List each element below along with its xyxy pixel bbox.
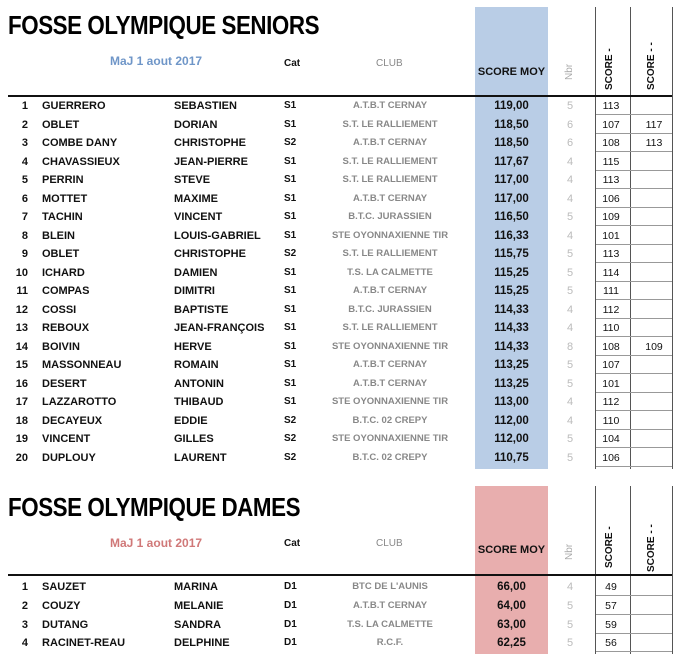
table-row	[0, 578, 680, 596]
cell-s2: 117	[645, 118, 663, 131]
cell-cat: S1	[284, 266, 297, 278]
cell-s1: 113	[602, 248, 620, 260]
cell-last: REBOUX	[42, 322, 90, 334]
cell-last: VINCENT	[42, 433, 91, 445]
cell-score: 114,33	[494, 322, 529, 334]
cell-nbr: 5	[566, 211, 574, 223]
cell-score: 116,50	[494, 211, 529, 223]
cell-rank: 14	[15, 340, 28, 353]
cell-score: 114,33	[494, 340, 529, 353]
cell-score: 66,00	[497, 581, 526, 593]
cell-club: S.T. LE RALLIEMENT	[342, 155, 438, 167]
cell-score: 118,50	[494, 118, 529, 131]
cell-cat: D1	[284, 599, 297, 611]
cell-s1: 110	[602, 322, 620, 334]
seniors-header-score1: SCORE -	[604, 48, 615, 90]
cell-nbr: 5	[566, 618, 574, 631]
cell-nbr: 4	[566, 414, 574, 427]
cell-cat: D1	[284, 581, 297, 592]
cell-nbr: 4	[566, 229, 574, 242]
cell-nbr: 5	[566, 248, 574, 260]
cell-rank: 2	[21, 599, 28, 612]
cell-first: CHRISTOPHE	[174, 248, 246, 260]
cell-rank: 16	[15, 377, 28, 390]
seniors-title: FOSSE OLYMPIQUE SENIORS	[8, 10, 320, 40]
cell-s1: 112	[602, 303, 620, 316]
cell-nbr: 5	[566, 451, 574, 464]
cell-rank: 12	[15, 303, 28, 316]
cell-club: A.T.B.T CERNAY	[352, 100, 428, 111]
cell-nbr: 5	[566, 377, 574, 390]
seniors-update-date: MaJ 1 aout 2017	[110, 54, 203, 68]
table-row	[0, 616, 680, 634]
cell-rank: 17	[15, 396, 28, 408]
dames-header-score1: SCORE -	[604, 526, 615, 568]
seniors-header-cat: Cat	[284, 58, 301, 69]
cell-cat: S1	[284, 155, 297, 167]
cell-club: T.S. LA CALMETTE	[347, 266, 433, 278]
cell-first: MARINA	[174, 581, 218, 593]
cell-last: COUZY	[42, 599, 81, 612]
cell-rank: 3	[21, 618, 28, 631]
cell-cat: S1	[284, 303, 297, 315]
cell-rank: 18	[15, 414, 28, 427]
cell-first: SANDRA	[174, 618, 222, 631]
cell-rank: 6	[21, 192, 28, 205]
cell-rank: 4	[21, 637, 28, 650]
cell-last: COSSI	[42, 303, 77, 316]
cell-first: DORIAN	[174, 118, 218, 131]
cell-cat: S2	[284, 137, 297, 148]
cell-cat: S2	[284, 433, 297, 444]
cell-rank: 15	[15, 359, 28, 371]
cell-s2: 113	[645, 137, 663, 149]
cell-cat: S1	[284, 396, 297, 407]
cell-cat: S2	[284, 248, 297, 259]
cell-first: LAURENT	[174, 451, 227, 464]
cell-rank: 1	[21, 581, 28, 593]
cell-nbr: 5	[566, 599, 574, 612]
cell-rank: 9	[21, 248, 28, 260]
cell-cat: S1	[284, 211, 297, 222]
cell-s1: 112	[602, 396, 620, 408]
cell-rank: 5	[21, 174, 28, 186]
cell-s1: 113	[602, 174, 620, 186]
cell-club: BTC DE L'AUNIS	[352, 581, 428, 592]
cell-cat: S2	[284, 451, 297, 463]
cell-last: LAZZAROTTO	[42, 396, 117, 408]
cell-first: HERVE	[174, 340, 212, 353]
cell-cat: S1	[284, 192, 297, 204]
cell-rank: 8	[21, 229, 28, 242]
cell-score: 112,00	[494, 414, 529, 427]
cell-club: A.T.B.T CERNAY	[352, 359, 428, 370]
cell-last: OBLET	[42, 118, 80, 131]
cell-s1: 114	[602, 266, 620, 279]
cell-first: EDDIE	[174, 414, 208, 427]
cell-nbr: 5	[566, 433, 574, 445]
table-row	[0, 597, 680, 615]
cell-score: 62,25	[497, 637, 526, 650]
cell-score: 117,67	[494, 155, 529, 168]
cell-club: B.T.C. JURASSIEN	[348, 303, 432, 315]
cell-s1: 101	[602, 229, 620, 242]
cell-s1: 57	[605, 599, 617, 612]
cell-first: VINCENT	[174, 211, 223, 223]
cell-rank: 10	[15, 266, 28, 279]
cell-nbr: 4	[566, 322, 574, 334]
cell-cat: S2	[284, 414, 297, 426]
cell-rank: 1	[21, 100, 28, 112]
cell-s1: 111	[603, 285, 619, 297]
cell-last: PERRIN	[42, 174, 84, 186]
cell-nbr: 5	[566, 266, 574, 279]
cell-first: MAXIME	[174, 192, 218, 205]
cell-s1: 101	[602, 377, 620, 390]
cell-score: 113,25	[494, 359, 529, 371]
cell-cat: D1	[284, 637, 297, 649]
cell-first: CHRISTOPHE	[174, 137, 246, 149]
dames-header-score2: SCORE - -	[646, 524, 657, 572]
cell-score: 114,33	[494, 303, 529, 316]
cell-rank: 2	[21, 118, 28, 131]
cell-cat: S1	[284, 174, 297, 185]
cell-first: ROMAIN	[174, 359, 219, 371]
cell-score: 64,00	[497, 599, 526, 612]
cell-last: MASSONNEAU	[42, 359, 122, 371]
cell-first: DELPHINE	[174, 637, 230, 650]
cell-nbr: 6	[566, 137, 574, 149]
cell-last: BOIVIN	[42, 340, 80, 353]
cell-cat: S1	[284, 322, 297, 333]
dames-update-date: MaJ 1 aout 2017	[110, 536, 203, 550]
dames-header-rule	[8, 574, 672, 576]
cell-last: DESERT	[42, 377, 87, 390]
cell-last: DECAYEUX	[42, 414, 103, 427]
cell-last: ICHARD	[42, 266, 85, 279]
cell-score: 117,00	[494, 192, 529, 205]
cell-last: TACHIN	[42, 211, 83, 223]
cell-last: MOTTET	[42, 192, 88, 205]
cell-score: 112,00	[494, 433, 529, 445]
cell-s1: 56	[605, 637, 617, 650]
cell-last: DUPLOUY	[42, 451, 96, 464]
cell-club: B.T.C. 02 CREPY	[352, 451, 428, 463]
cell-last: BLEIN	[42, 229, 75, 242]
cell-first: GILLES	[174, 433, 214, 445]
dames-header-nbr: Nbr	[564, 543, 575, 560]
cell-first: THIBAUD	[174, 396, 224, 408]
cell-club: T.S. LA CALMETTE	[347, 618, 433, 630]
cell-nbr: 5	[566, 359, 574, 371]
cell-cat: S1	[284, 229, 297, 241]
cell-last: OBLET	[42, 248, 80, 260]
cell-s1: 113	[602, 100, 620, 112]
cell-nbr: 5	[566, 100, 574, 112]
cell-first: DIMITRI	[174, 285, 215, 297]
seniors-header-score2: SCORE - -	[646, 42, 657, 90]
cell-nbr: 5	[566, 285, 574, 297]
cell-nbr: 6	[566, 118, 574, 131]
cell-nbr: 8	[566, 340, 574, 353]
cell-s1: 108	[602, 137, 620, 149]
dames-title: FOSSE OLYMPIQUE DAMES	[8, 492, 301, 522]
cell-club: B.T.C. 02 CREPY	[352, 414, 428, 426]
cell-s1: 49	[605, 581, 617, 593]
cell-rank: 11	[16, 285, 28, 297]
cell-last: COMBE DANY	[42, 137, 118, 149]
seniors-header-score: SCORE MOY	[477, 66, 546, 78]
cell-rank: 3	[21, 137, 28, 149]
cell-score: 119,00	[494, 100, 529, 112]
cell-rank: 7	[21, 211, 28, 223]
cell-score: 63,00	[497, 618, 526, 631]
cell-club: R.C.F.	[376, 637, 404, 649]
cell-rank: 20	[15, 451, 28, 464]
cell-score: 115,25	[494, 285, 529, 297]
cell-s1: 106	[602, 451, 620, 464]
cell-rank: 13	[15, 322, 28, 334]
cell-cat: S1	[284, 118, 297, 130]
row-separator	[596, 651, 672, 652]
cell-club: S.T. LE RALLIEMENT	[342, 174, 438, 185]
cell-score: 110,75	[494, 451, 529, 464]
seniors-header-nbr: Nbr	[564, 63, 575, 80]
cell-cat: S1	[284, 377, 297, 389]
cell-club: STE OYONNAXIENNE TIR	[331, 433, 449, 444]
cell-s1: 115	[602, 155, 620, 168]
cell-nbr: 4	[566, 174, 574, 186]
cell-nbr: 4	[566, 155, 574, 168]
cell-club: STE OYONNAXIENNE TIR	[331, 340, 449, 352]
cell-rank: 19	[15, 433, 28, 445]
cell-last: SAUZET	[42, 581, 86, 593]
cell-s1: 104	[602, 433, 620, 445]
cell-s1: 107	[602, 359, 620, 371]
cell-score: 113,25	[494, 377, 529, 390]
cell-rank: 4	[21, 155, 28, 168]
cell-club: A.T.B.T CERNAY	[352, 192, 428, 204]
cell-club: A.T.B.T CERNAY	[352, 137, 428, 148]
dames-header-score: SCORE MOY	[477, 544, 546, 556]
cell-first: JEAN-PIERRE	[174, 155, 248, 168]
cell-club: B.T.C. JURASSIEN	[348, 211, 432, 222]
cell-last: GUERRERO	[42, 100, 106, 112]
cell-club: S.T. LE RALLIEMENT	[342, 118, 438, 130]
cell-club: A.T.B.T CERNAY	[352, 377, 428, 389]
cell-first: LOUIS-GABRIEL	[174, 229, 261, 242]
cell-cat: S1	[284, 100, 297, 111]
cell-score: 113,00	[494, 396, 529, 408]
cell-s1: 108	[602, 340, 620, 353]
cell-cat: D1	[284, 618, 297, 630]
cell-s1: 106	[602, 192, 620, 205]
cell-club: S.T. LE RALLIEMENT	[342, 248, 438, 259]
cell-first: DAMIEN	[174, 266, 218, 279]
cell-first: MELANIE	[174, 599, 224, 612]
cell-first: STEVE	[174, 174, 211, 186]
cell-score: 116,33	[494, 229, 529, 242]
cell-first: SEBASTIEN	[174, 100, 237, 112]
cell-s1: 109	[602, 211, 620, 223]
cell-club: A.T.B.T CERNAY	[352, 285, 428, 296]
cell-score: 115,25	[494, 266, 529, 279]
cell-first: ANTONIN	[174, 377, 224, 390]
cell-club: STE OYONNAXIENNE TIR	[331, 229, 449, 241]
dames-header-club: CLUB	[376, 538, 403, 549]
cell-score: 117,00	[494, 174, 529, 186]
cell-nbr: 4	[566, 192, 574, 205]
dames-header-cat: Cat	[284, 538, 301, 549]
cell-club: STE OYONNAXIENNE TIR	[331, 396, 449, 407]
cell-first: JEAN-FRANÇOIS	[174, 322, 265, 334]
cell-last: RACINET-REAU	[42, 637, 126, 650]
table-row	[0, 634, 680, 652]
cell-club: S.T. LE RALLIEMENT	[342, 322, 438, 333]
cell-s1: 107	[602, 118, 620, 131]
cell-score: 115,75	[494, 248, 529, 260]
cell-score: 118,50	[494, 137, 529, 149]
cell-last: CHAVASSIEUX	[42, 155, 120, 168]
cell-nbr: 4	[566, 396, 574, 408]
cell-last: COMPAS	[42, 285, 90, 297]
cell-cat: S1	[284, 340, 297, 352]
cell-nbr: 4	[566, 581, 574, 593]
cell-s1: 59	[605, 618, 617, 631]
cell-nbr: 5	[566, 637, 574, 650]
cell-nbr: 4	[566, 303, 574, 316]
cell-last: DUTANG	[42, 618, 89, 631]
cell-first: BAPTISTE	[174, 303, 229, 316]
cell-club: A.T.B.T CERNAY	[352, 599, 428, 611]
cell-s1: 110	[602, 414, 620, 427]
cell-cat: S1	[284, 285, 297, 296]
cell-cat: S1	[284, 359, 297, 370]
cell-s2: 109	[645, 340, 663, 353]
seniors-header-club: CLUB	[376, 58, 403, 69]
